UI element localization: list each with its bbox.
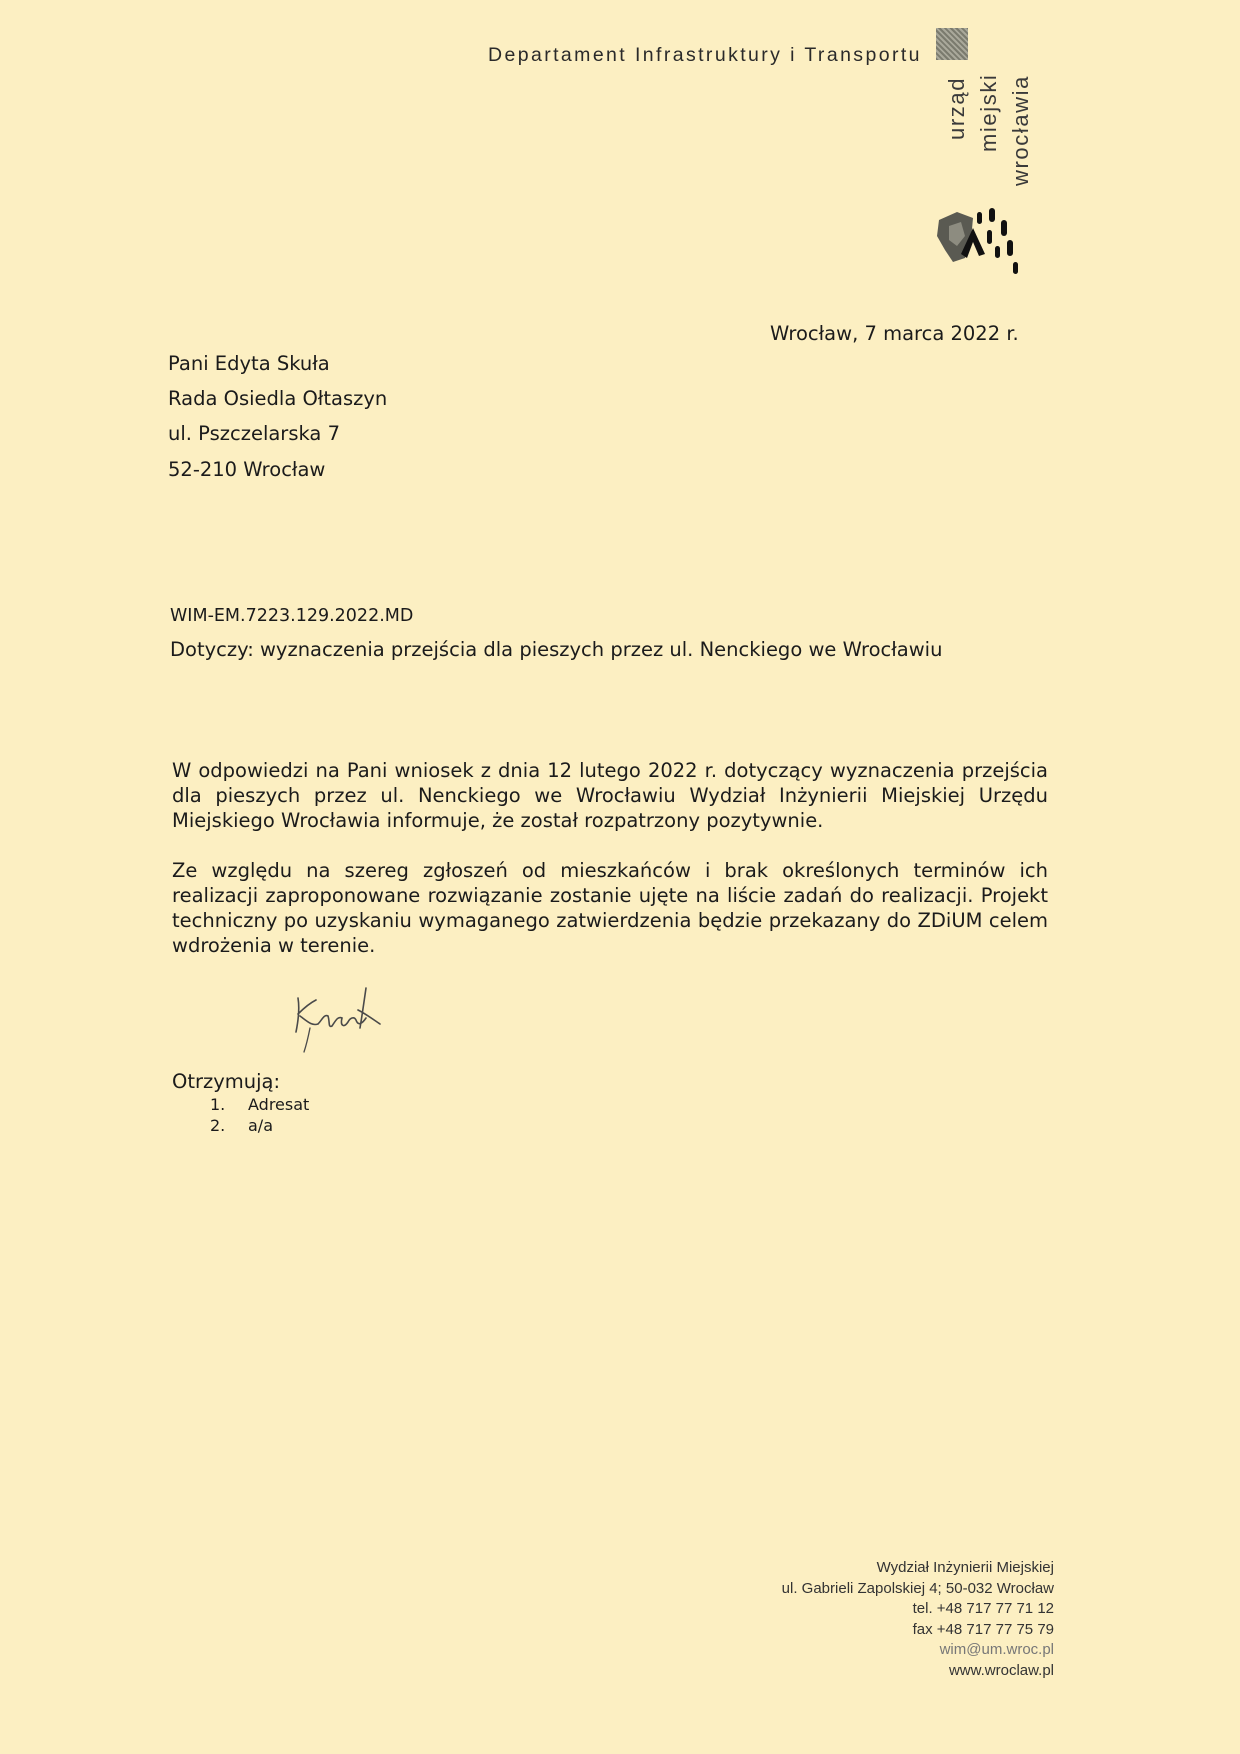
- city-crest-icon: [935, 200, 1031, 292]
- recipients-list: [210, 1094, 309, 1136]
- addressee-name: Pani Edyta Skuła: [168, 352, 330, 375]
- footer-address: ul. Gabrieli Zapolskiej 4; 50-032 Wrocław: [781, 1579, 1054, 1597]
- addressee-city: 52-210 Wrocław: [168, 458, 326, 481]
- addressee-street: ul. Pszczelarska 7: [168, 422, 340, 445]
- list-item-label: a/a: [248, 1116, 273, 1135]
- body-paragraph-1: W odpowiedzi na Pani wniosek z dnia 12 lutego 2022 r. dotyczący wyznaczenia przejścia dla pieszych przez ul. Nenckiego we Wrocławiu Wydział Inżynierii Miejskiej Urzędu Miejskiego Wrocławia informuje, że został rozpatrzony pozytywnie.: [172, 759, 1048, 832]
- footer-department: Wydział Inżynierii Miejskiej: [876, 1559, 1054, 1576]
- list-item-label: Adresat: [248, 1095, 310, 1114]
- logo-text-line-2: miejski: [976, 73, 1001, 152]
- logo-text-line-1: urząd: [944, 76, 969, 140]
- reference-number: WIM-EM.7223.129.2022.MD: [170, 606, 414, 626]
- department-name: Departament Infrastruktury i Transportu: [488, 44, 922, 66]
- letter-subject: Dotyczy: wyznaczenia przejścia dla pieszych przez ul. Nenckiego we Wrocławiu: [170, 638, 943, 661]
- list-item: [210, 1094, 309, 1115]
- footer-fax: fax +48 717 77 75 79: [912, 1620, 1054, 1638]
- list-item-number: 2.: [210, 1116, 226, 1135]
- recipients-title: Otrzymują:: [172, 1070, 281, 1093]
- logo-text-line-3: wrocławia: [1008, 75, 1033, 186]
- footer-contact: [782, 1558, 1054, 1681]
- addressee-organization: Rada Osiedla Ołtaszyn: [168, 387, 388, 410]
- list-item-number: 1.: [210, 1095, 226, 1114]
- footer-email: wim@um.wroc.pl: [939, 1641, 1054, 1658]
- footer-website: www.wroclaw.pl: [948, 1661, 1054, 1679]
- letter-date: Wrocław, 7 marca 2022 r.: [770, 322, 1019, 345]
- footer-phone: tel. +48 717 77 71 12: [912, 1600, 1054, 1617]
- logo-square-icon: [936, 28, 968, 60]
- handwritten-signature: [288, 980, 388, 1058]
- body-paragraph-2: Ze względu na szereg zgłoszeń od mieszkańców i brak określonych terminów ich realizacji zaproponowane rozwiązanie zostanie ujęte na liście zadań do realizacji. Projekt techniczny po uzyskaniu wymaganego zatwierdzenia będzie przekazany do ZDiUM celem wdrożenia w terenie.: [172, 859, 1048, 957]
- list-item: [210, 1115, 309, 1136]
